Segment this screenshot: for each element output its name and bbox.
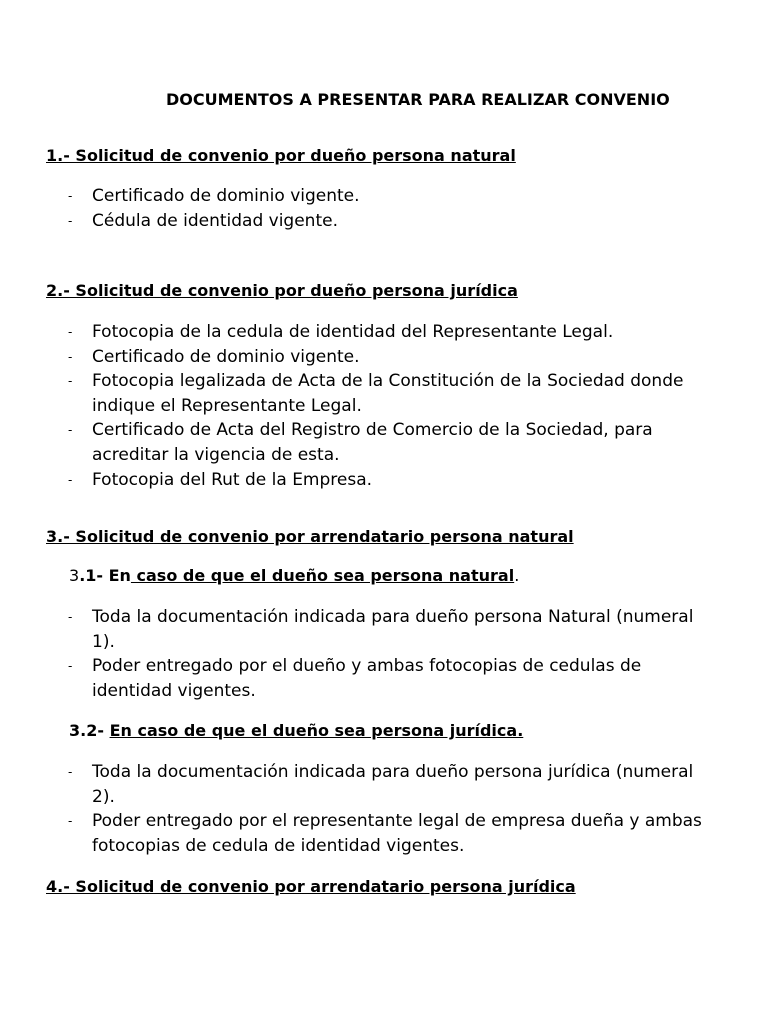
list-item: - Certificado de Acta del Registro de Comercio de la Sociedad, para acreditar la vigencia de esta. — [68, 420, 653, 465]
list-item: - Poder entregado por el representante legal de empresa dueña y ambas fotocopias de cedula de identidad vigentes. — [68, 811, 702, 856]
section-3-2-list — [0, 760, 702, 858]
bullet-dash: - — [68, 814, 73, 829]
bullet-dash: - — [68, 325, 73, 339]
section-2-list — [0, 320, 702, 492]
bullet-dash: - — [68, 423, 73, 438]
bullet-dash: - — [68, 213, 73, 228]
section-4-heading: 4.- Solicitud de convenio por arrendatario persona jurídica — [46, 877, 576, 896]
bullet-dash: - — [68, 659, 73, 674]
section-1-heading: 1.- Solicitud de convenio por dueño persona natural — [46, 146, 516, 165]
list-item: - Cédula de identidad vigente. — [0, 209, 702, 234]
list-item: - Toda la documentación indicada para dueño persona Natural (numeral 1). — [68, 607, 694, 652]
section-3-1-subheading: 3.1- En caso de que el dueño sea persona natural. — [69, 566, 520, 585]
list-item: - Certificado de dominio vigente. — [0, 345, 702, 370]
bullet-dash: - — [68, 765, 73, 779]
section-2-heading: 2.- Solicitud de convenio por dueño persona jurídica — [46, 281, 518, 300]
section-1-list — [0, 184, 702, 233]
document-title: DOCUMENTOS A PRESENTAR PARA REALIZAR CONVENIO — [166, 90, 670, 109]
list-item: - Certificado de dominio vigente. — [0, 184, 702, 209]
section-3-heading: 3.- Solicitud de convenio por arrendatario persona natural — [46, 527, 574, 546]
bullet-dash: - — [68, 349, 73, 364]
section-3-2-subheading: 3.2- En caso de que el dueño sea persona jurídica. — [69, 721, 524, 740]
list-item: - Toda la documentación indicada para dueño persona jurídica (numeral 2). — [68, 762, 694, 807]
list-item: - Poder entregado por el dueño y ambas fotocopias de cedulas de identidad vigentes. — [68, 656, 642, 701]
bullet-dash: - — [68, 374, 73, 389]
bullet-dash: - — [68, 189, 73, 203]
list-item: - Fotocopia legalizada de Acta de la Constitución de la Sociedad donde indique el Representante Legal. — [68, 371, 684, 416]
list-item: - Fotocopia del Rut de la Empresa. — [0, 468, 702, 493]
bullet-dash: - — [68, 472, 73, 487]
bullet-dash: - — [68, 610, 73, 624]
section-3-1-list — [0, 605, 702, 703]
list-item: - Fotocopia de la cedula de identidad del Representante Legal. — [0, 320, 702, 345]
